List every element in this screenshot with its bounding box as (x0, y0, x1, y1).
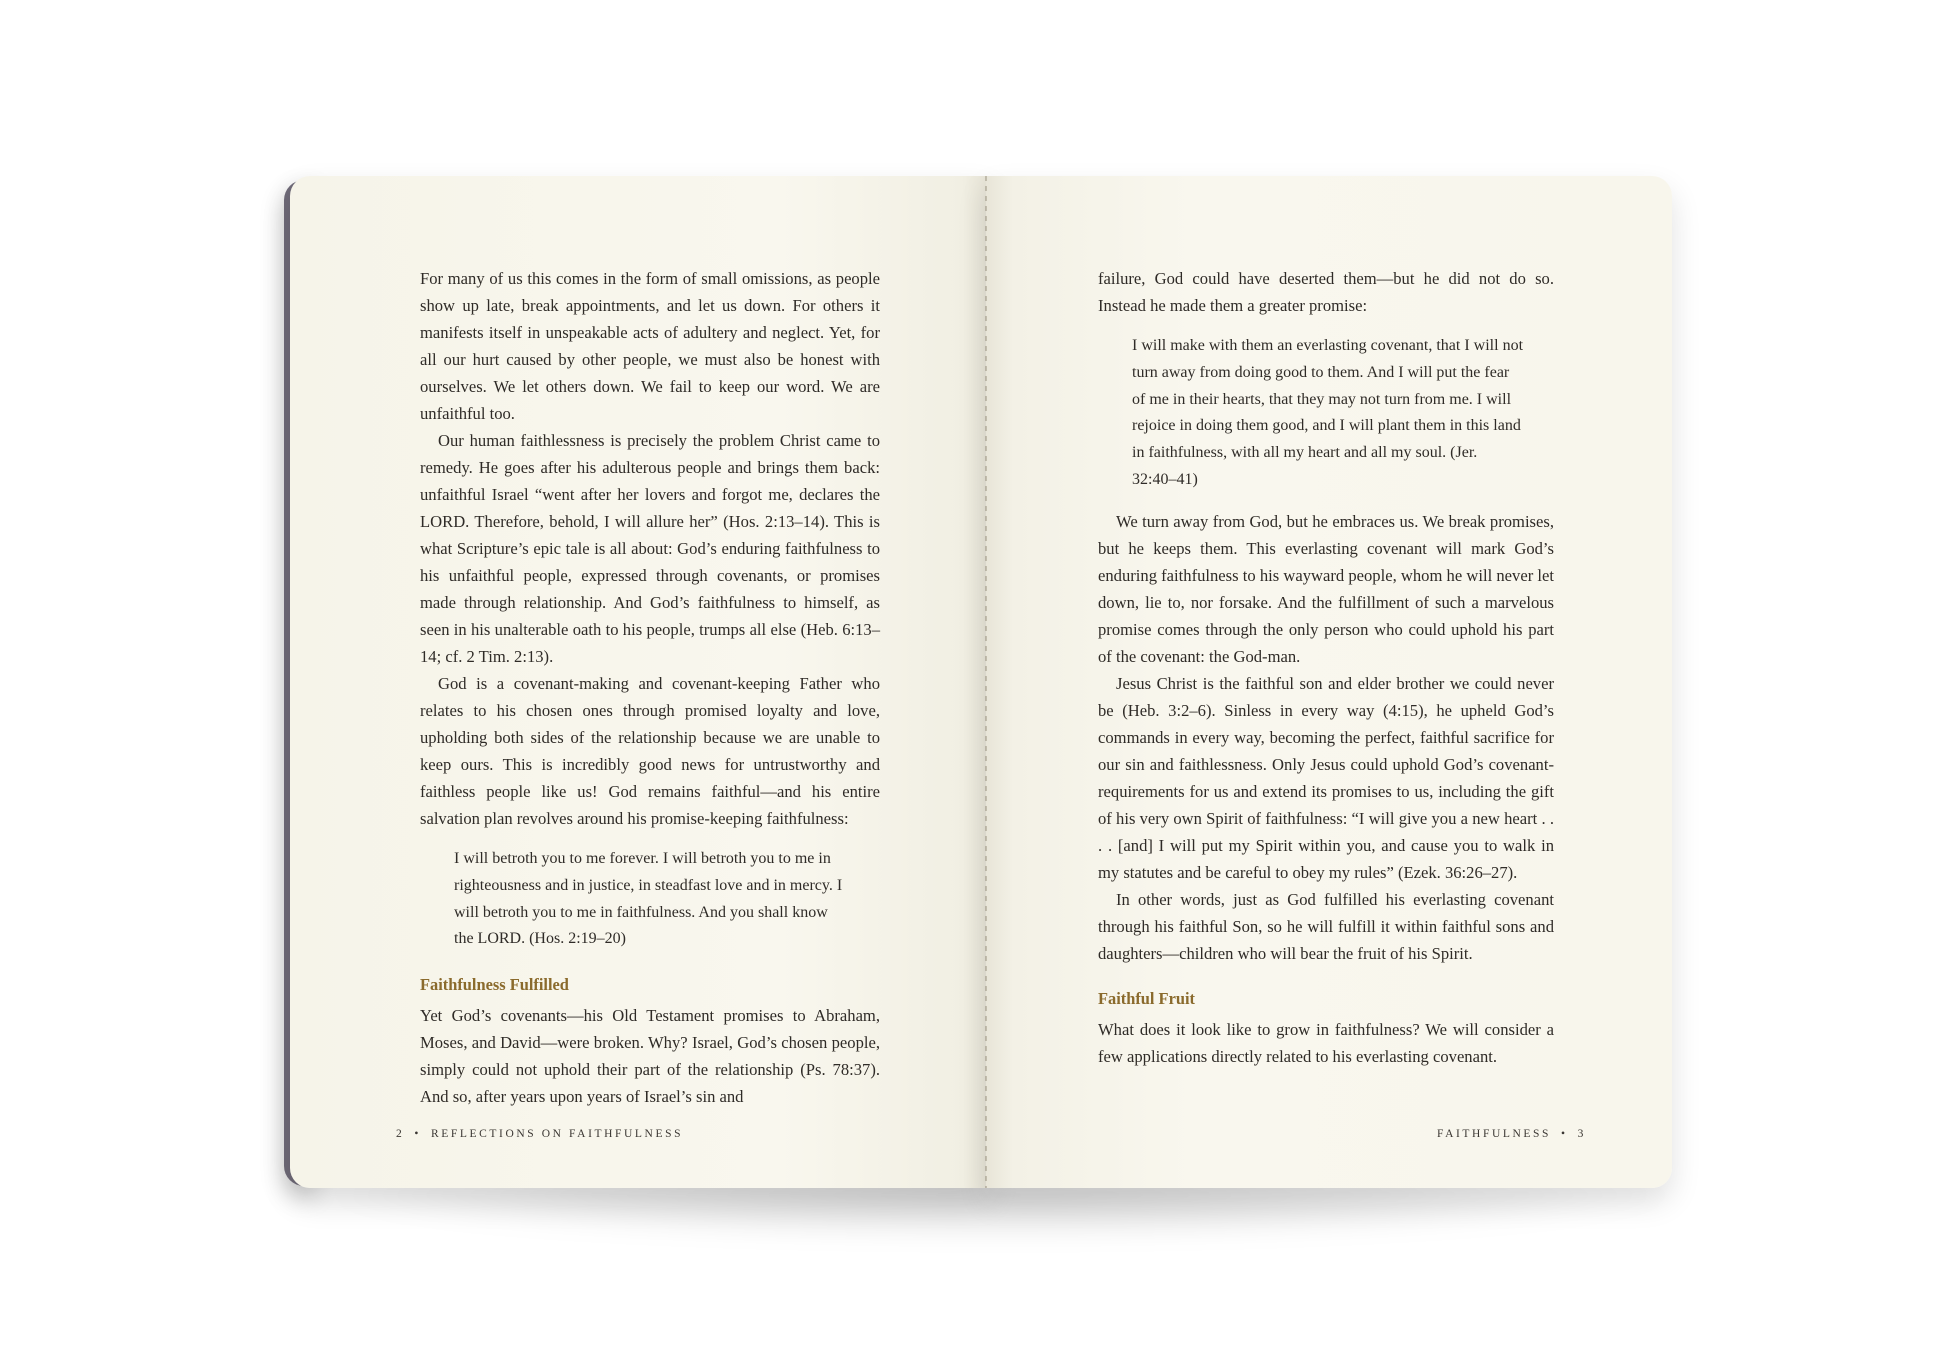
left-paragraph-2: Our human faithlessness is precisely the problem Christ came to remedy. He goes after his adulterous people and brings them back: unfaithful Israel “went after her lovers and forgot me, declares the LORD. Therefore, behold, I will allure her” (Hos. 2:13–14). This is what Scripture’s epic tale is all about: God’s enduring faithfulness to his unfaithful people, expressed through covenants, or promises made through relationship. And God’s faithfulness to himself, as seen in his unalterable oath to his people, trumps all else (Heb. 6:13–14; cf. 2 Tim. 2:13). (420, 431, 880, 666)
page-number-right: 3 (1577, 1128, 1586, 1140)
right-paragraph-2: Jesus Christ is the faithful son and elder brother we could never be (Heb. 3:2–6). Sinless in every way (4:15), he upheld God’s commands in every way, becoming the perfect, faithful sacrifice for our sin and faithlessness. Only Jesus could uphold God’s covenant-requirements for us and extend its promises to us, including the gift of his very own Spirit of faithfulness: “I will give you a new heart . . . . [and] I will put my Spirit within you, and cause you to walk in my statutes and be careful to obey my rules” (Ezek. 36:26–27). (1098, 673, 1554, 882)
right-block-quote: I will make with them an everlasting covenant, that I will not turn away from doing good to them. And I will put the fear of me in their hearts, that they may not turn from me. I will rejoice in doing them good, and I will plant them in this land in faithfulness, with all my heart and all my soul. (Jer. 32:40–41) (1132, 337, 1524, 488)
right-page-body (1098, 265, 1554, 1070)
right-opening-paragraph: failure, God could have deserted them—but he did not do so. Instead he made them a greater promise: (1098, 269, 1554, 315)
right-page-footer (1437, 1128, 1586, 1140)
left-page-footer (396, 1128, 683, 1140)
right-paragraph-1: We turn away from God, but he embraces us. We break promises, but he keeps them. This everlasting covenant will mark God’s enduring faithfulness to his wayward people, whom he will never let down, lie to, nor forsake. And the fulfillment of such a marvelous promise comes through the only person who could uphold his part of the covenant: the God-man. (1098, 511, 1554, 666)
footer-separator: • (1561, 1128, 1568, 1140)
left-page (290, 176, 990, 1188)
left-closing-paragraph: Yet God’s covenants—his Old Testament promises to Abraham, Moses, and David—were broken. Why? Israel, God’s chosen people, simply could not uphold their part of the relationship (Ps. 78:37). And so, after years upon years of Israel’s sin and (420, 1006, 880, 1107)
section-heading-faithful-fruit: Faithful Fruit (1098, 988, 1195, 1008)
left-page-body (420, 265, 880, 1110)
page-number-left: 2 (396, 1128, 405, 1140)
running-title-right: FAITHFULNESS (1436, 1128, 1551, 1140)
left-paragraph-1: For many of us this comes in the form of small omissions, as people show up late, break appointments, and let us down. For others it manifests itself in unspeakable acts of adultery and neglect. Yet, for all our hurt caused by other people, we must also be honest with ourselves. We let others down. We fail to keep our word. We are unfaithful too. (420, 269, 880, 423)
footer-separator: • (414, 1128, 421, 1140)
right-page (986, 176, 1672, 1188)
right-closing-paragraph: What does it look like to grow in faithfulness? We will consider a few applications directly related to his everlasting covenant. (1098, 1019, 1554, 1066)
running-title-left: REFLECTIONS ON FAITHFULNESS (431, 1128, 684, 1140)
left-block-quote: I will betroth you to me forever. I will betroth you to me in righteousness and in justice, in steadfast love and in mercy. I will betroth you to me in faithfulness. And you shall know the LORD. (Hos. 2:19–20) (454, 850, 843, 948)
section-heading-faithfulness-fulfilled: Faithfulness Fulfilled (420, 975, 569, 995)
left-paragraph-3: God is a covenant-making and covenant-keeping Father who relates to his chosen ones through promised loyalty and love, upholding both sides of the relationship because we are unable to keep ours. This is incredibly good news for untrustworthy and faithless people like us! God remains faithful—and his entire salvation plan revolves around his promise-keeping faithfulness: (420, 674, 880, 828)
book-gutter (985, 176, 987, 1188)
right-paragraph-3: In other words, just as God fulfilled his everlasting covenant through his faithful Son, so he will fulfill it within faithful sons and daughters—children who will bear the fruit of his Spirit. (1098, 889, 1554, 963)
